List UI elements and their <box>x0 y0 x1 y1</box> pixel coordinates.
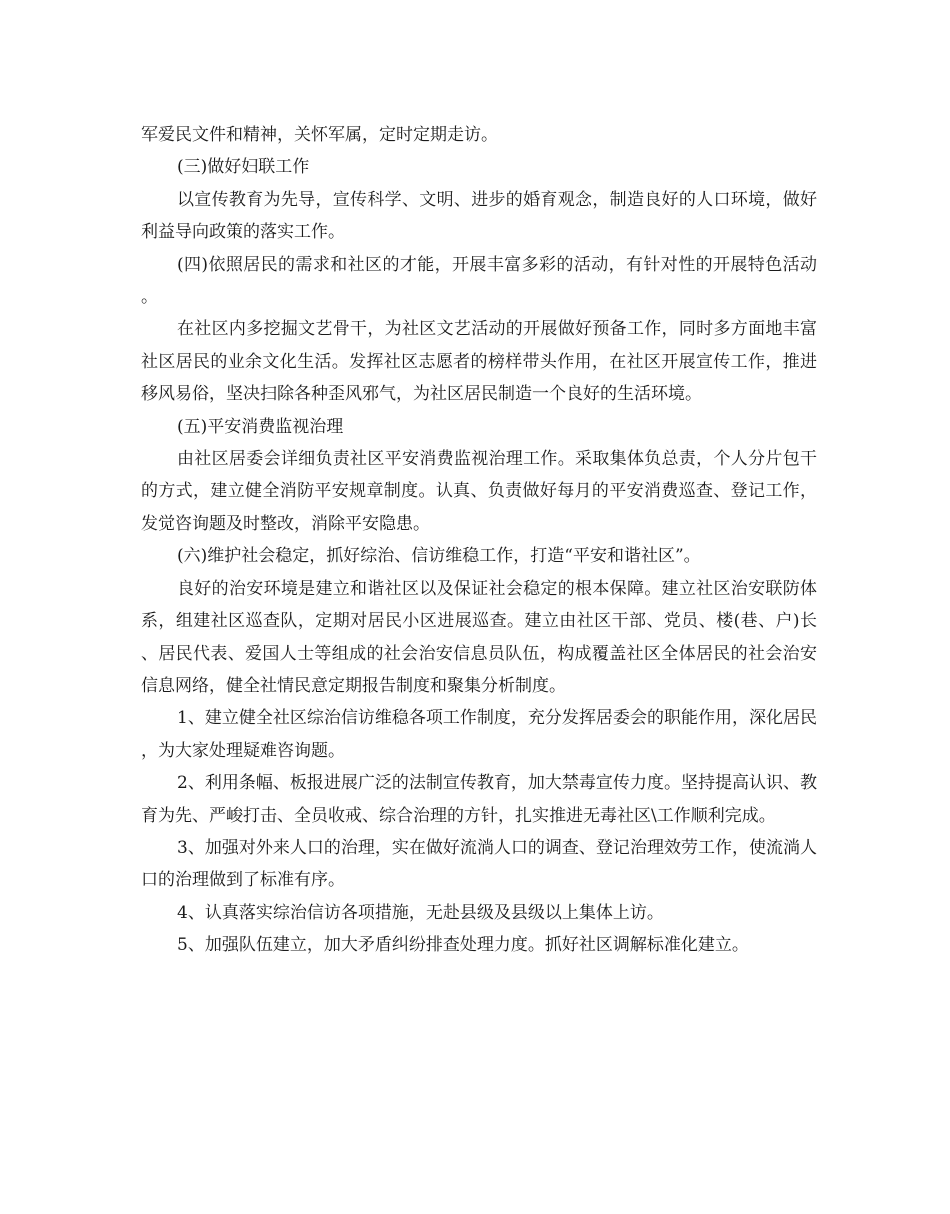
document-body <box>141 119 817 962</box>
list-item: 3、加强对外来人口的治理，实在做好流淌人口的调查、登记治理效劳工作，使流淌人口的治理做到了标准有序。 <box>141 837 817 891</box>
section-heading-activities: (四)依照居民的需求和社区的才能，开展丰富多彩的活动，有针对性的开展特色活动。 <box>141 254 817 308</box>
list-item: 1、建立健全社区综治信访维稳各项工作制度，充分发挥居委会的职能作用，深化居民，为大家处理疑难咨询题。 <box>141 708 817 761</box>
section-heading-social-stability: (六)维护社会稳定，抓好综治、信访维稳工作，打造“平安和谐社区”。 <box>177 546 701 567</box>
paragraph: 良好的治安环境是建立和谐社区以及保证社会稳定的根本保障。建立社区治安联防体系，组建社区巡查队，定期对居民小区进展巡查。建立由社区干部、党员、楼(巷、户)长、居民代表、爱国人士等组成的社会治安信息员队伍，构成覆盖社区全体居民的社会治安信息网络，健全社情民意定期报告制度和聚集分析制度。 <box>141 578 817 696</box>
paragraph: 以宣传教育为先导，宣传科学、文明、进步的婚育观念，制造良好的人口环境，做好利益导向政策的落实工作。 <box>141 189 817 243</box>
section-heading-safety-supervision: (五)平安消费监视治理 <box>177 416 344 437</box>
list-item: 4、认真落实综治信访各项措施，无赴县级及县级以上集体上访。 <box>177 902 664 923</box>
list-item: 5、加强队伍建立，加大矛盾纠纷排查处理力度。抓好社区调解标准化建立。 <box>177 935 749 956</box>
paragraph: 在社区内多挖掘文艺骨干，为社区文艺活动的开展做好预备工作，同时多方面地丰富社区居民的业余文化生活。发挥社区志愿者的榜样带头作用，在社区开展宣传工作，推进移风易俗，坚决扫除各种歪风邪气，为社区居民制造一个良好的生活环境。 <box>141 319 817 405</box>
section-heading-womens-federation: (三)做好妇联工作 <box>177 157 310 178</box>
paragraph: 由社区居委会详细负责社区平安消费监视治理工作。采取集体负总责，个人分片包干的方式，建立健全消防平安规章制度。认真、负责做好每月的平安消费巡查、登记工作，发觉咨询题及时整改，消除平安隐患。 <box>141 449 817 534</box>
paragraph-continuation: 军爱民文件和精神，关怀军属，定时定期走访。 <box>141 125 498 145</box>
list-item: 2、利用条幅、板报进展广泛的法制宣传教育，加大禁毒宣传力度。坚持提高认识、教育为先、严峻打击、全员收戒、综合治理的方针，扎实推进无毒社区\工作顺利完成。 <box>141 773 817 826</box>
